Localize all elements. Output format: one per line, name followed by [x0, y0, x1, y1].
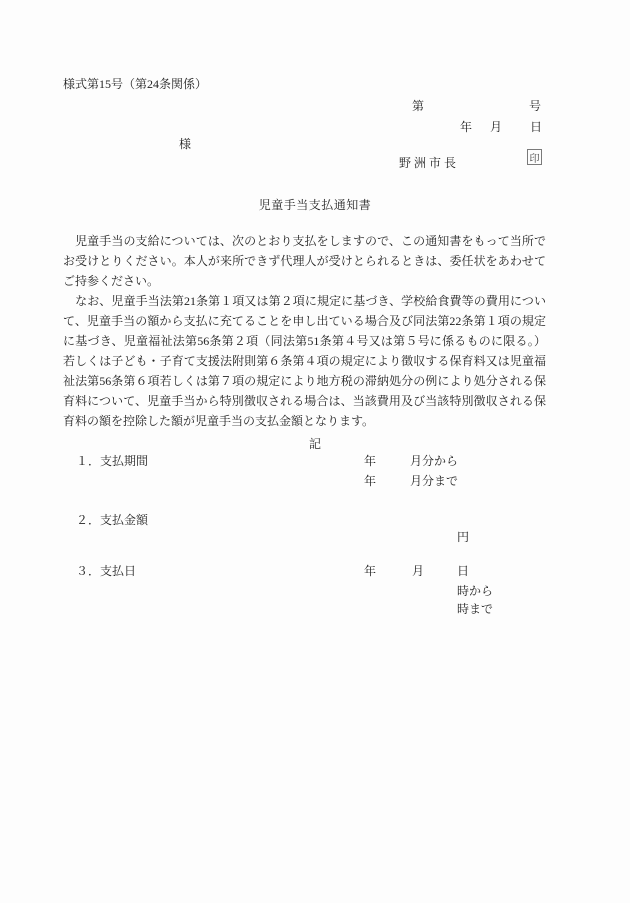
payment-period-from-year-label: 年 — [364, 454, 377, 468]
body-line: 祉法第56条第６項若しくは第７項の規定により地方税の滞納処分の例により処分される保 — [63, 374, 546, 388]
body-line: 育料について、児童手当から特別徴収される場合は、当該費用及び当該特別徴収される保 — [63, 394, 546, 408]
form-number: 様式第15号（第24条関係） — [63, 77, 208, 91]
body-paragraph-1 — [63, 231, 546, 291]
payment-period-to-month-label: 月分まで — [410, 474, 459, 488]
payment-date-year-label: 年 — [364, 564, 377, 578]
payment-date-label: ３．支払日 — [76, 564, 137, 578]
doc-number-suffix: 号 — [529, 99, 542, 113]
body-paragraph-2 — [63, 291, 546, 431]
body-line: 育料の額を控除した額が児童手当の支払金額となります。 — [63, 414, 375, 428]
body-line: ご持参ください。 — [63, 274, 160, 288]
body-line: 児童手当の支給については、次のとおり支払をしますので、この通知書をもって当所で — [63, 234, 546, 248]
issue-date-day-label: 日 — [530, 120, 543, 134]
payment-period-from-month-label: 月分から — [410, 454, 459, 468]
doc-number-prefix: 第 — [412, 99, 425, 113]
payment-time-from-label: 時から — [457, 584, 494, 598]
body-text — [63, 231, 546, 431]
addressee-honorific: 様 — [179, 137, 192, 151]
issuer-name: 野洲市長 — [399, 156, 460, 170]
details-heading: 記 — [308, 437, 321, 451]
payment-amount-unit-label: 円 — [457, 530, 470, 544]
seal-mark: 印 — [529, 153, 540, 165]
body-line: なお、児童手当法第21条第１項又は第２項に規定に基づき、学校給食費等の費用につい — [63, 294, 546, 308]
issue-date-month-label: 月 — [490, 120, 503, 134]
payment-period-to-year-label: 年 — [364, 474, 377, 488]
body-line: 若しくは子ども・子育て支援法附則第６条第４項の規定により徴収する保育料又は児童福 — [63, 354, 546, 368]
seal-stamp — [527, 149, 542, 165]
body-line: お受けとりください。本人が来所できず代理人が受けとられるときは、委任状をあわせて — [63, 254, 546, 268]
payment-time-to-label: 時まで — [457, 602, 494, 616]
document-title: 児童手当支払通知書 — [258, 198, 372, 212]
payment-amount-label: ２．支払金額 — [76, 513, 149, 527]
body-line: て、児童手当の額から支払に充てることを申し出ている場合及び同法第22条第１項の規定 — [63, 314, 546, 328]
payment-date-month-label: 月 — [412, 564, 425, 578]
body-line: に基づき、児童福祉法第56条第２項（同法第51条第４号又は第５号に係るものに限る。） — [63, 334, 546, 348]
issue-date-year-label: 年 — [460, 120, 473, 134]
payment-period-label: １．支払期間 — [76, 454, 149, 468]
payment-date-day-label: 日 — [457, 564, 470, 578]
